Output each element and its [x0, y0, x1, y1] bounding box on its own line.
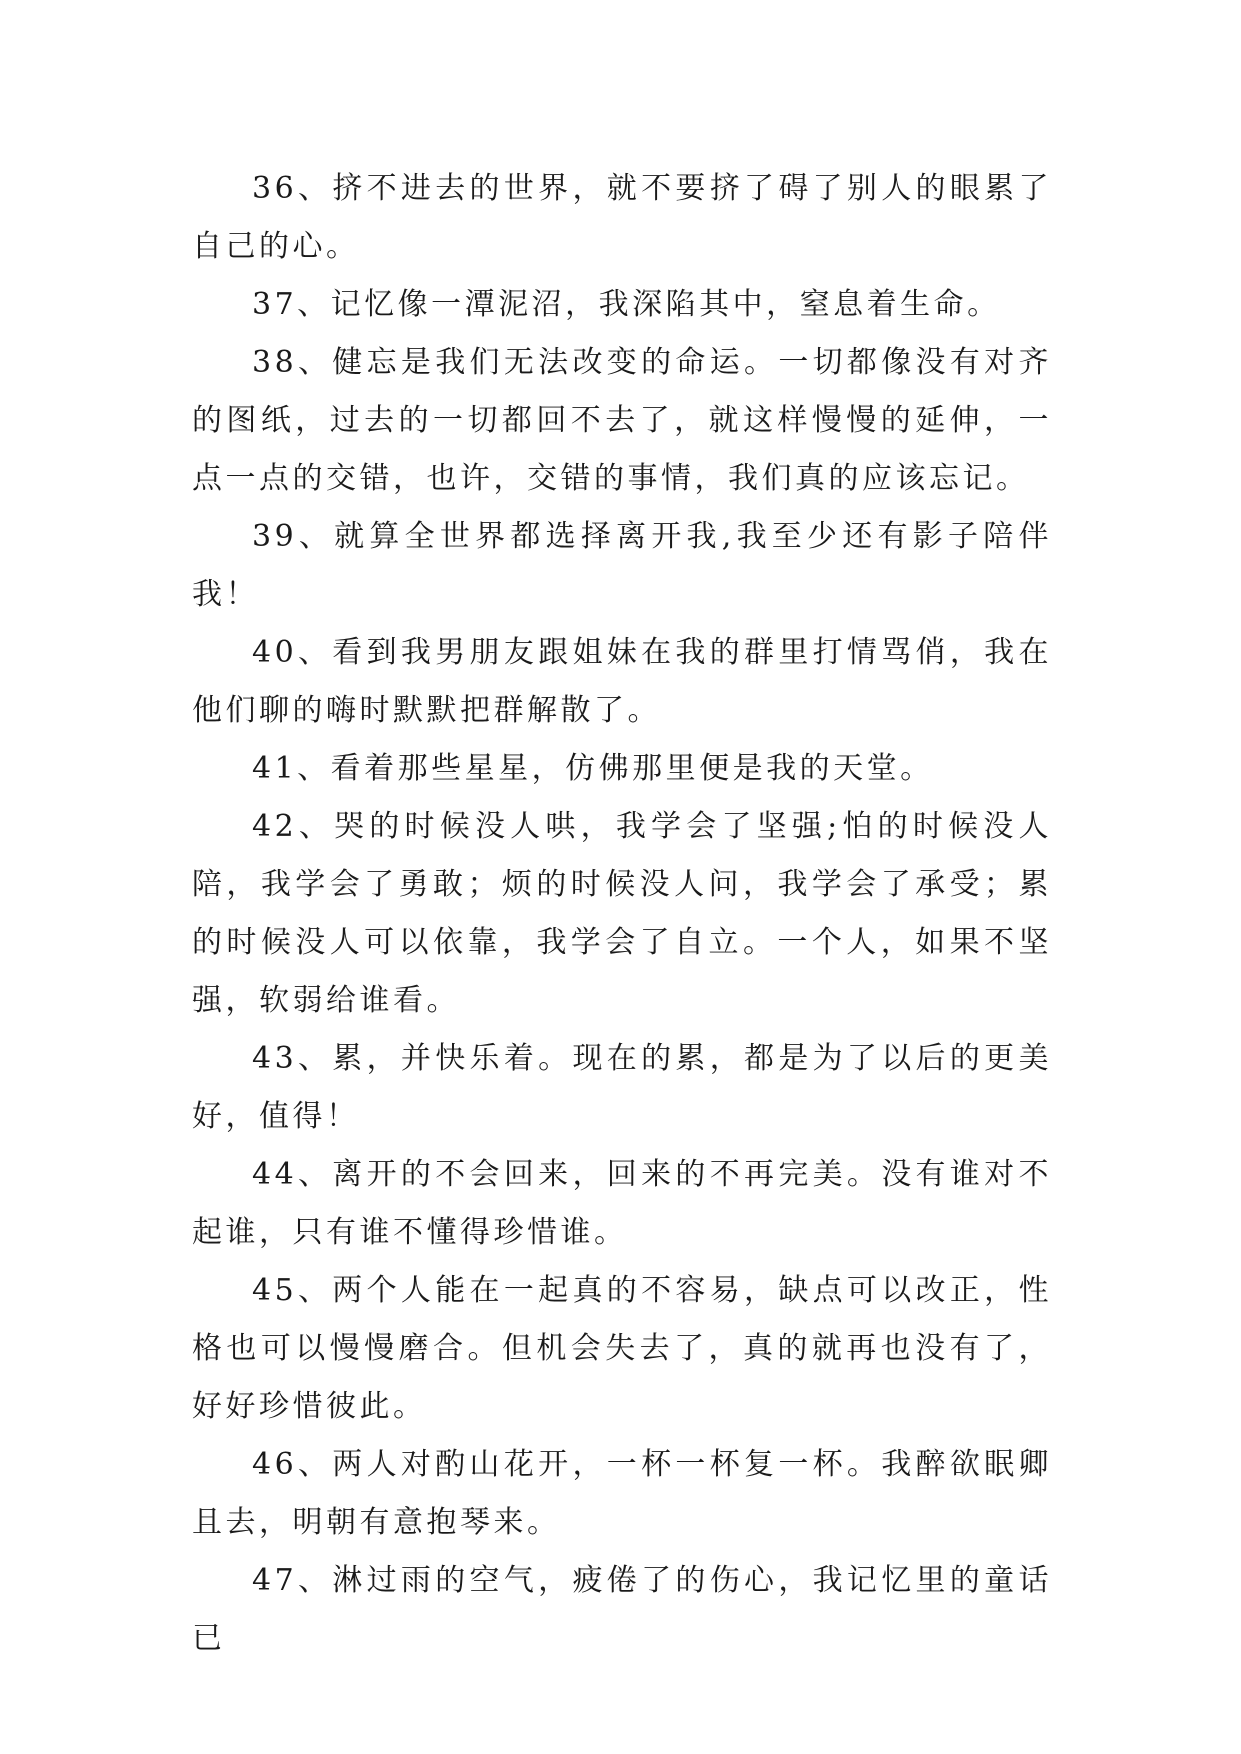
- paragraph-36: 36、挤不进去的世界，就不要挤了碍了别人的眼累了自己的心。: [192, 171, 1052, 264]
- paragraph-42: 42、哭的时候没人哄，我学会了坚强;怕的时候没人陪，我学会了勇敢；烦的时候没人问，我学会了承受；累的时候没人可以依靠，我学会了自立。一个人，如果不坚强，软弱给谁看。: [192, 809, 1052, 1018]
- paragraph-46: 46、两人对酌山花开，一杯一杯复一杯。我醉欲眠卿且去，明朝有意抱琴来。: [192, 1447, 1052, 1540]
- paragraph-47: 47、淋过雨的空气，疲倦了的伤心，我记忆里的童话已: [192, 1563, 1052, 1656]
- document-body: [192, 160, 1052, 1668]
- paragraph-37: 37、记忆像一潭泥沼，我深陷其中，窒息着生命。: [252, 287, 1001, 322]
- paragraph-38: 38、健忘是我们无法改变的命运。一切都像没有对齐的图纸，过去的一切都回不去了，就这样慢慢的延伸，一点一点的交错，也许，交错的事情，我们真的应该忘记。: [192, 345, 1052, 496]
- paragraph-44: 44、离开的不会回来，回来的不再完美。没有谁对不起谁，只有谁不懂得珍惜谁。: [192, 1157, 1052, 1250]
- paragraph-45: 45、两个人能在一起真的不容易，缺点可以改正，性格也可以慢慢磨合。但机会失去了，真的就再也没有了，好好珍惜彼此。: [192, 1273, 1052, 1424]
- paragraph-41: 41、看着那些星星，仿佛那里便是我的天堂。: [252, 751, 934, 786]
- paragraph-39: 39、就算全世界都选择离开我,我至少还有影子陪伴我！: [192, 519, 1052, 612]
- paragraph-43: 43、累，并快乐着。现在的累，都是为了以后的更美好，值得！: [192, 1041, 1052, 1134]
- paragraph-40: 40、看到我男朋友跟姐妹在我的群里打情骂俏，我在他们聊的嗨时默默把群解散了。: [192, 635, 1052, 728]
